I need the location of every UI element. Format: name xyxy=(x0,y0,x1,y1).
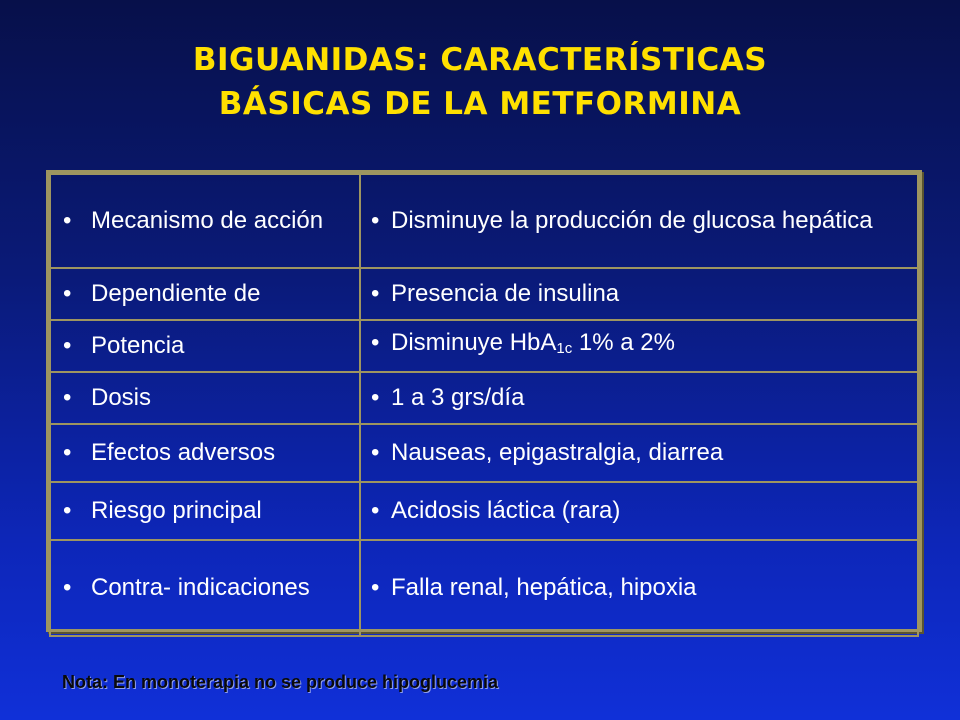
bullet-icon: • xyxy=(371,439,380,466)
bullet-icon: • xyxy=(63,384,72,411)
row-value-main-risk: Acidosis láctica (rara) xyxy=(391,497,621,524)
slide-title-line-1: BIGUANIDAS: CARACTERÍSTICAS xyxy=(192,42,768,78)
bullet-icon: • xyxy=(63,207,72,234)
table-row xyxy=(50,268,918,320)
row-value-potency-subscript: 1c xyxy=(556,340,573,357)
row-value-cell xyxy=(360,174,918,268)
footnote: Nota: En monoterapia no se produce hipoglucemia xyxy=(62,672,499,692)
bullet-icon: • xyxy=(63,497,72,524)
row-value-potency-pre: Disminuye HbA xyxy=(391,329,557,356)
row-label-main-risk: Riesgo principal xyxy=(91,497,262,524)
bullet-icon: • xyxy=(63,332,72,359)
row-label-contraindications: Contra- indicaciones xyxy=(91,574,310,601)
table-row xyxy=(50,424,918,482)
row-value-cell xyxy=(360,268,918,320)
row-label-potency: Potencia xyxy=(91,332,185,359)
table-row xyxy=(50,174,918,268)
bullet-icon: • xyxy=(371,207,380,234)
row-label-adverse-effects: Efectos adversos xyxy=(91,439,276,466)
row-value-cell xyxy=(360,424,918,482)
bullet-icon: • xyxy=(63,574,72,601)
row-value-dose: 1 a 3 grs/día xyxy=(391,384,525,411)
bullet-icon: • xyxy=(371,329,380,356)
table-row xyxy=(50,540,918,636)
slide-title xyxy=(0,38,960,126)
row-label-cell xyxy=(50,540,360,636)
row-value-contraindications: Falla renal, hepática, hipoxia xyxy=(391,574,697,601)
row-value-cell xyxy=(360,540,918,636)
row-label-cell xyxy=(50,372,360,424)
slide-title-line-2: BÁSICAS DE LA METFORMINA xyxy=(218,86,742,122)
row-label-mechanism: Mecanismo de acción xyxy=(91,207,324,234)
bullet-icon: • xyxy=(371,574,380,601)
table-row xyxy=(50,482,918,540)
table-row xyxy=(50,320,918,372)
row-value-cell xyxy=(360,372,918,424)
row-value-potency-post: 1% a 2% xyxy=(572,329,675,356)
row-value-mechanism: Disminuye la producción de glucosa hepática xyxy=(391,207,873,234)
row-value-cell xyxy=(360,482,918,540)
bullet-icon: • xyxy=(371,497,380,524)
row-value-adverse-effects: Nauseas, epigastralgia, diarrea xyxy=(391,439,724,466)
row-label-cell xyxy=(50,174,360,268)
row-label-dose: Dosis xyxy=(91,384,152,411)
row-label-cell xyxy=(50,482,360,540)
table-row xyxy=(50,372,918,424)
bullet-icon: • xyxy=(63,280,72,307)
metformin-characteristics-table xyxy=(46,170,922,632)
row-label-cell xyxy=(50,424,360,482)
row-label-cell xyxy=(50,320,360,372)
row-label-dependent: Dependiente de xyxy=(91,280,261,307)
bullet-icon: • xyxy=(371,280,380,307)
bullet-icon: • xyxy=(63,439,72,466)
bullet-icon: • xyxy=(371,384,380,411)
row-value-dependent: Presencia de insulina xyxy=(391,280,620,307)
row-label-cell xyxy=(50,268,360,320)
row-value-cell xyxy=(360,320,918,372)
